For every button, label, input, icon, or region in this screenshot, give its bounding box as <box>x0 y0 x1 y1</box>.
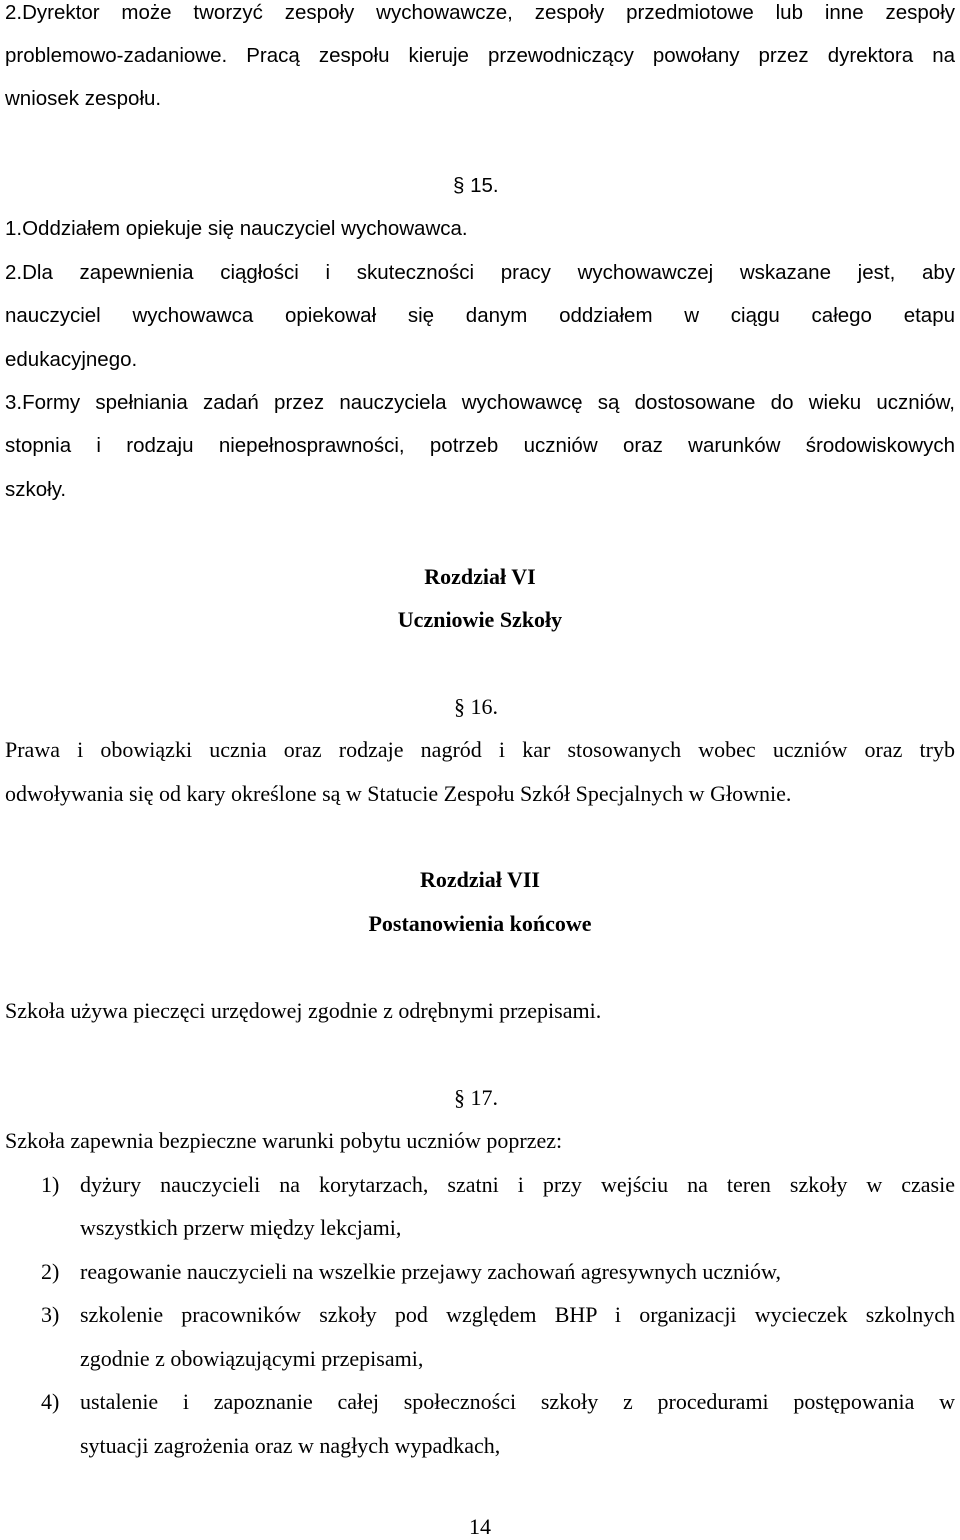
chapter-subtitle: Uczniowie Szkoły <box>397 607 563 632</box>
list-item-text: szkolenie pracowników szkoły pod względem BHP i organizacji wycieczek szkolnych <box>80 1302 955 1327</box>
list-item-text: wszystkich przerw między lekcjami, <box>80 1215 402 1240</box>
paragraph-line: wniosek zespołu. <box>5 87 162 110</box>
list-item-text: zgodnie z obowiązującymi przepisami, <box>80 1346 424 1371</box>
paragraph-line: Szkoła używa pieczęci urzędowej zgodnie z odrębnymi przepisami. <box>5 998 602 1023</box>
paragraph-line: edukacyjnego. <box>5 348 138 371</box>
section-heading: § 16. <box>454 694 498 719</box>
list-item-number: 1) <box>41 1172 60 1197</box>
section-heading: § 15. <box>453 174 499 197</box>
list-item-text: reagowanie nauczycieli na wszelkie przejawy zachowań agresywnych uczniów, <box>80 1259 782 1284</box>
list-item-number: 4) <box>41 1389 60 1414</box>
paragraph-line: 1.Oddziałem opiekuje się nauczyciel wychowawca. <box>5 217 468 240</box>
chapter-title: Rozdział VII <box>420 867 540 892</box>
page-number: 14 <box>469 1514 491 1539</box>
paragraph-line: Prawa i obowiązki ucznia oraz rodzaje nagród i kar stosowanych wobec uczniów oraz tryb <box>5 737 955 762</box>
paragraph-line: odwoływania się od kary określone są w Statucie Zespołu Szkół Specjalnych w Głownie. <box>5 781 792 806</box>
paragraph-line: stopnia i rodzaju niepełnosprawności, potrzeb uczniów oraz warunków środowiskowych <box>5 434 955 457</box>
list-item-number: 2) <box>41 1259 60 1284</box>
paragraph-line: 2.Dla zapewnienia ciągłości i skuteczności pracy wychowawczej wskazane jest, aby <box>5 261 955 284</box>
paragraph-line: szkoły. <box>5 478 67 501</box>
chapter-subtitle: Postanowienia końcowe <box>368 911 592 936</box>
paragraph-line: 3.Formy spełniania zadań przez nauczyciela wychowawcę są dostosowane do wieku uczniów, <box>5 391 955 414</box>
paragraph-line: problemowo-zadaniowe. Pracą zespołu kieruje przewodniczący powołany przez dyrektora na <box>5 44 955 67</box>
chapter-title: Rozdział VI <box>424 564 536 589</box>
paragraph-line: 2.Dyrektor może tworzyć zespoły wychowawcze, zespoły przedmiotowe lub inne zespoły <box>5 1 955 24</box>
list-item-number: 3) <box>41 1302 60 1327</box>
paragraph-line: Szkoła zapewnia bezpieczne warunki pobytu uczniów poprzez: <box>5 1128 563 1153</box>
section-heading: § 17. <box>454 1085 498 1110</box>
list-item-text: dyżury nauczycieli na korytarzach, szatni i przy wejściu na teren szkoły w czasie <box>80 1172 955 1197</box>
list-item-text: ustalenie i zapoznanie całej społeczności szkoły z procedurami postępowania w <box>80 1389 955 1414</box>
paragraph-line: nauczyciel wychowawca opiekował się danym oddziałem w ciągu całego etapu <box>5 304 955 327</box>
list-item-text: sytuacji zagrożenia oraz w nagłych wypadkach, <box>80 1433 501 1458</box>
